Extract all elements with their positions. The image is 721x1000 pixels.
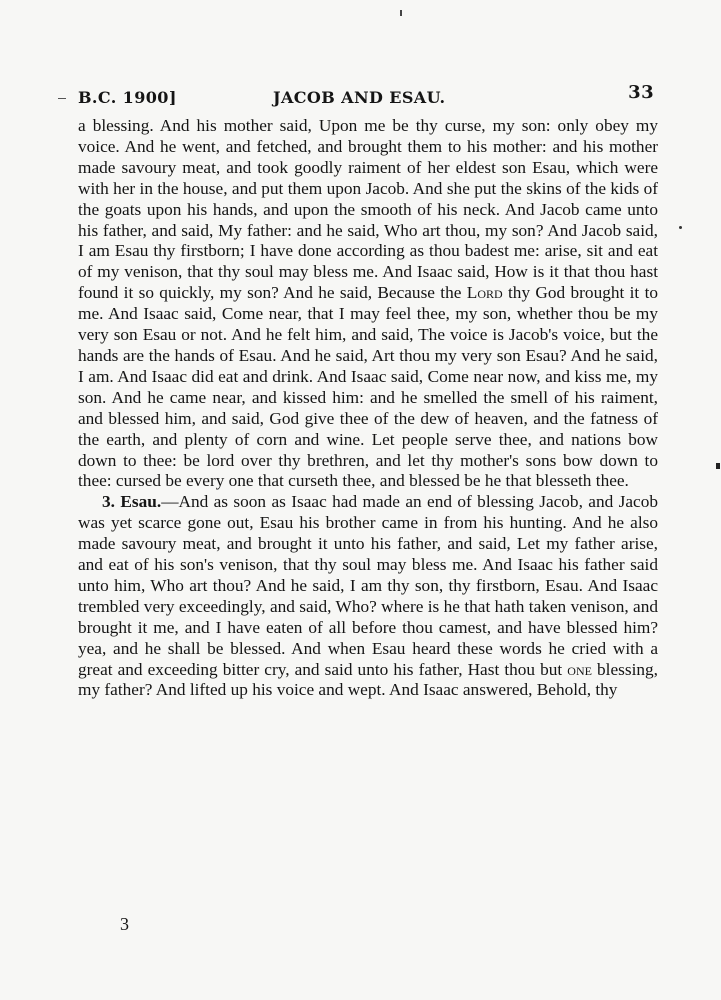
print-speck: [716, 463, 720, 469]
header-title: JACOB AND ESAU.: [273, 88, 446, 107]
header-date: B.C. 1900]: [78, 88, 177, 107]
small-caps-lord: Lord: [466, 283, 503, 303]
section-label: 3. Esau.: [102, 492, 162, 512]
small-caps-one: one: [567, 659, 592, 679]
page-number: 33: [628, 82, 654, 103]
print-speck: [679, 226, 682, 229]
signature-mark: 3: [120, 914, 129, 934]
paragraph-text: blessing, my father? And lifted up his voice and wept. And Isaac answered, Behold, thy: [78, 659, 658, 700]
paragraph-text: —And as soon as Isaac had made an end of blessing Jacob, and Jacob was yet scarce gone out, Esau his brother came in from his hunting. And he also made savoury meat, and brought it unto his father, and said, Let my father arise, and eat of his son's venison, that thy soul may bless me. And Isaac his father said unto him, Who art thou? And he said, I am thy son, thy firstborn, Esau. And Isaac trembled very exceedingly, and said, Who? where is he that hath taken venison, and brought it me, and I have eaten of all before thou camest, and have blessed him? yea, and he shall be blessed. And when Esau heard these words he cried with a great and exceeding bitter cry, and said unto his father, Hast thou but: [78, 492, 658, 679]
body-text: [78, 116, 658, 701]
paragraph-text: thy God brought it to me. And Isaac said, Come near, that I may feel thee, my son, whether thou be my very son Esau or not. And he felt him, and said, The voice is Jacob's voice, but the hands are the hands of Esau. And he said, Art thou my very son Esau? And he said, I am. And Isaac did eat and drink. And Isaac said, Come near now, and kiss me, my son. And he came near, and kissed him: and he smelled the smell of his raiment, and blessed him, and said, God give thee of the dew of heaven, and the fatness of the earth, and plenty of corn and wine. Let people serve thee, and nations bow down to thee: be lord over thy brethren, and let thy mother's sons bow down to thee: cursed be every one that curseth thee, and blessed be he that blesseth thee.: [78, 283, 659, 491]
paragraph-esau: [78, 492, 658, 701]
margin-mark: [58, 98, 66, 99]
paragraph-blessing: [78, 116, 658, 492]
running-header: [78, 82, 658, 108]
print-speck: [400, 10, 402, 16]
paragraph-text: a blessing. And his mother said, Upon me be thy curse, my son: only obey my voice. And he went, and fetched, and brought them to his mother: and his mother made savoury meat, and took goodly raiment of her eldest son Esau, which were with her in the house, and put them upon Jacob. And she put the skins of the kids of the goats upon his hands, and upon the smooth of his neck. And Jacob came unto his father, and said, My father: and he said, Who art thou, my son? And Jacob said, I am Esau thy firstborn; I have done according as thou badest me: arise, sit and eat of my venison, that thy soul may bless me. And Isaac said, How is it that thou hast found it so quickly, my son? And he said, Because the: [78, 116, 658, 303]
